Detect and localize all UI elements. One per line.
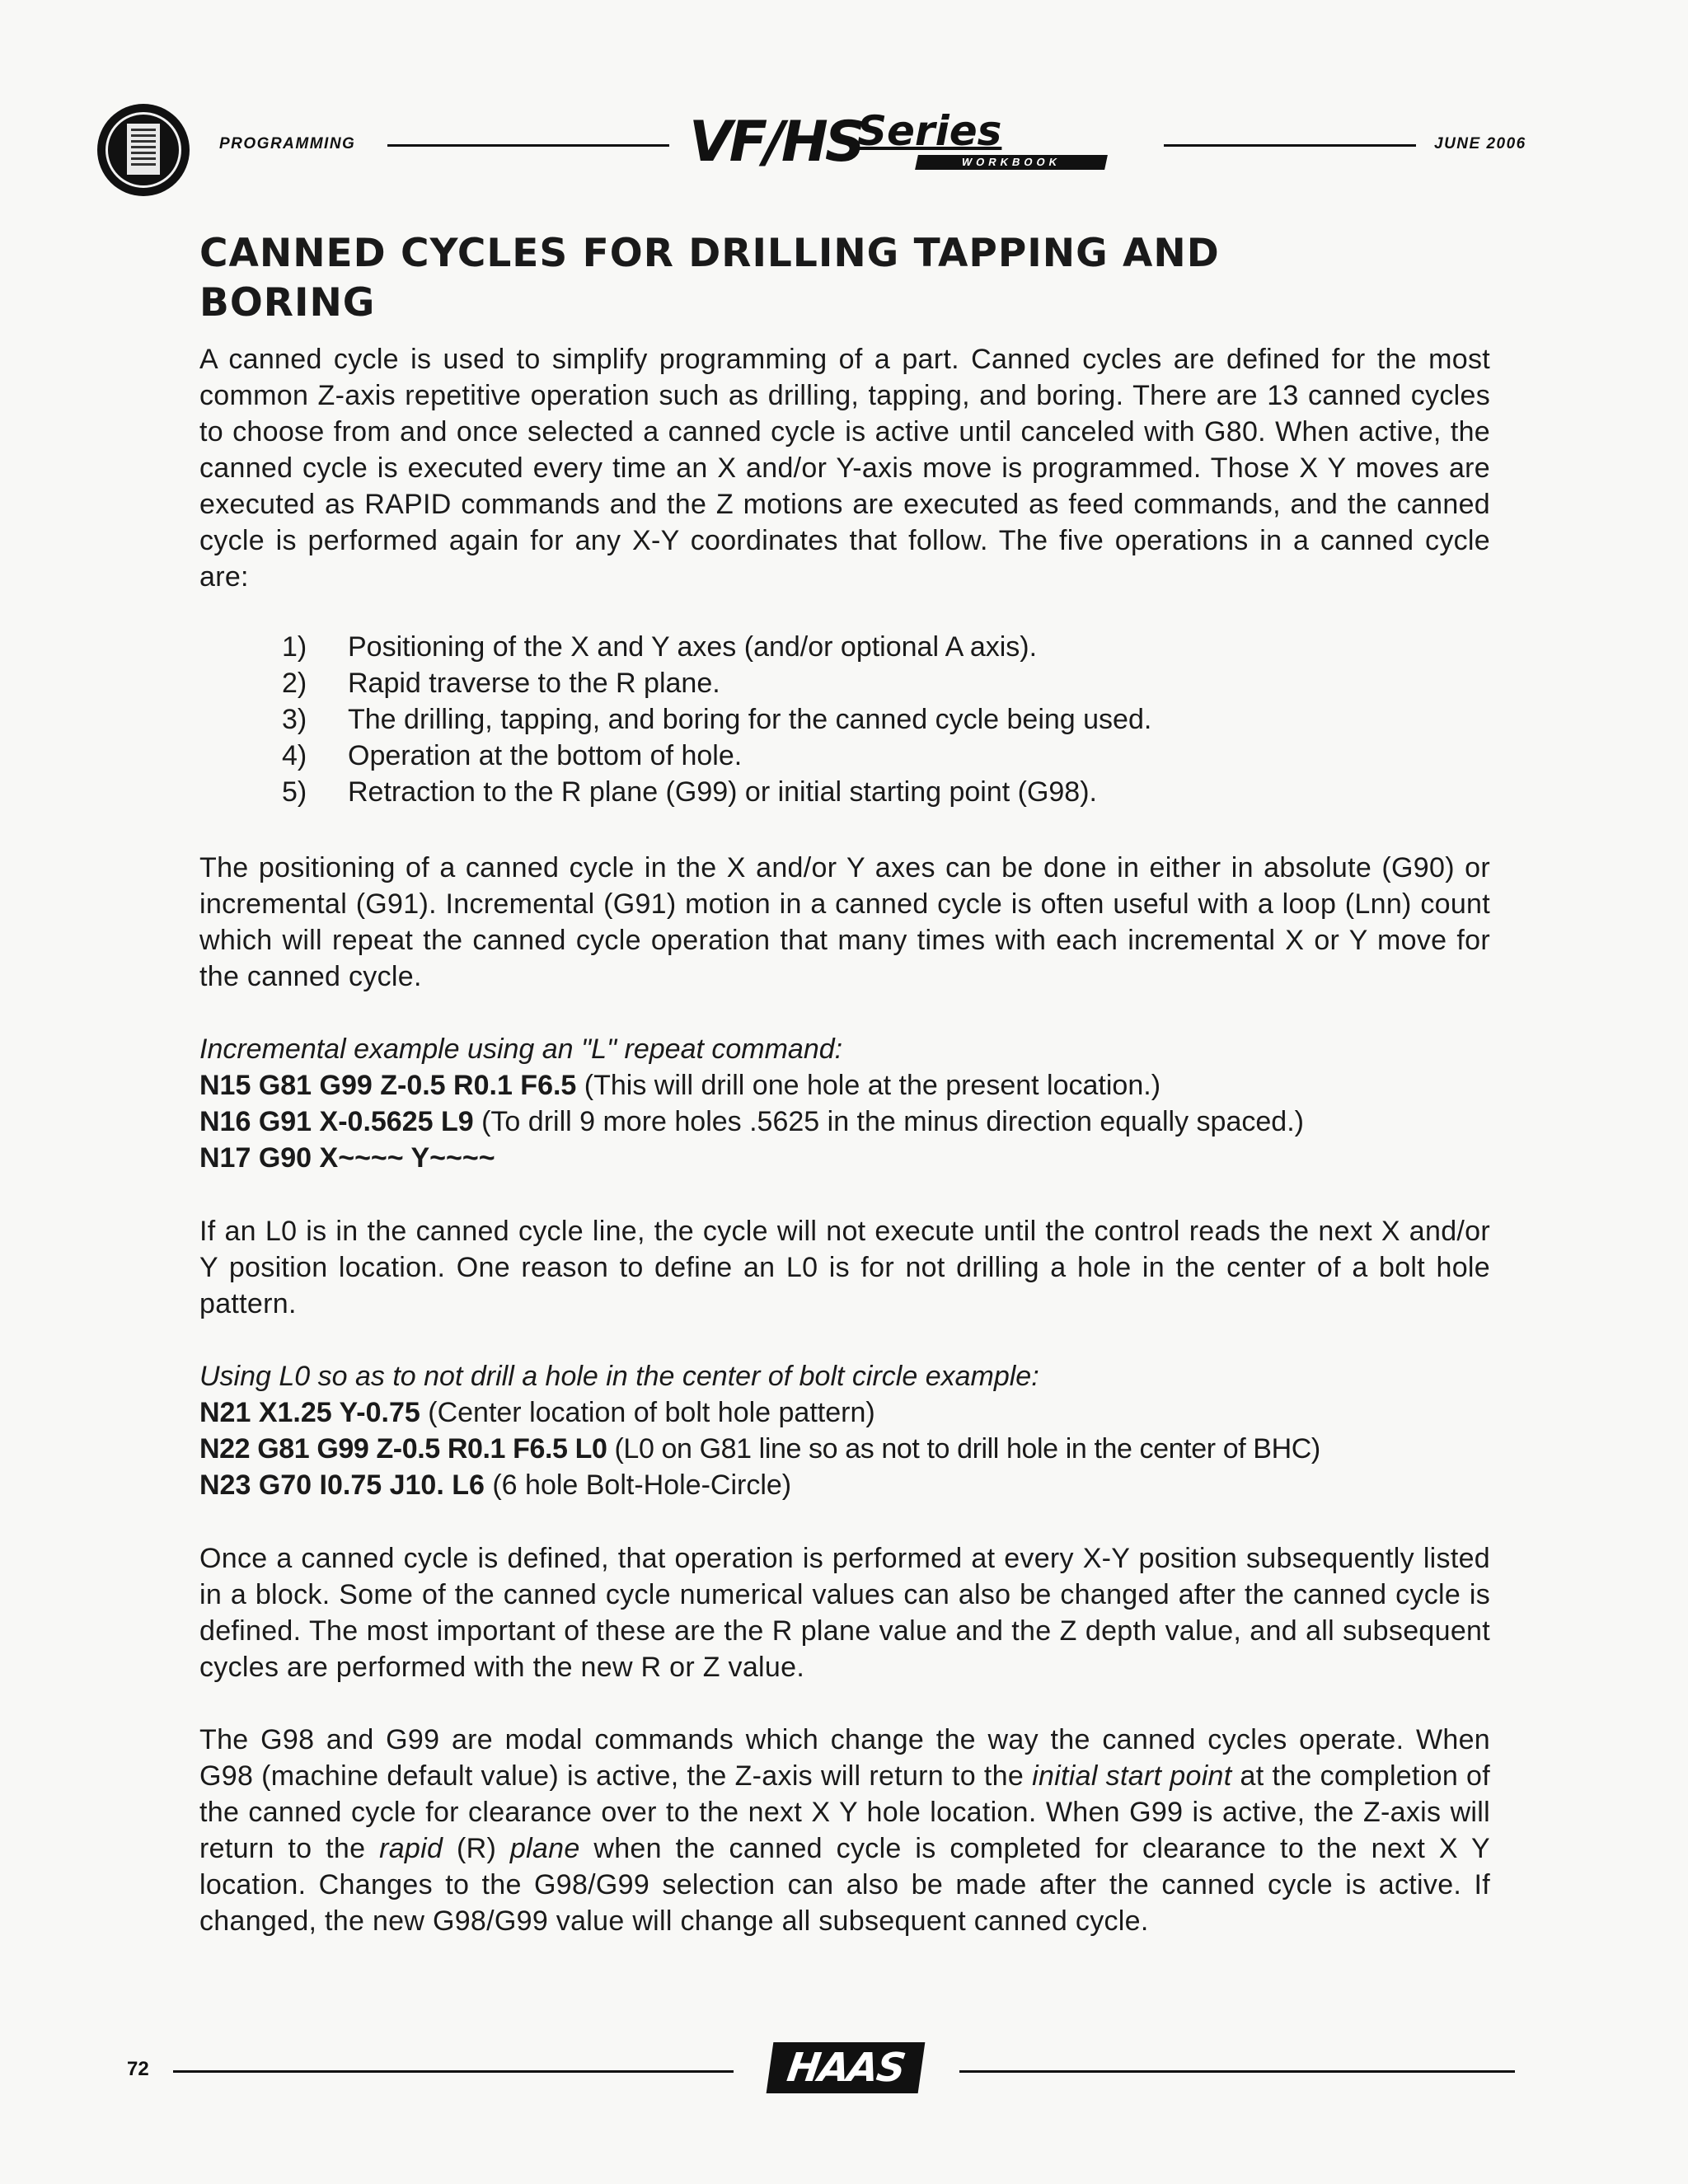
code-line: N21 X1.25 Y-0.75 (Center location of bolt hole pattern) (199, 1397, 875, 1428)
intro-paragraph: A canned cycle is used to simplify programming of a part. Canned cycles are defined for the most common Z-axis repetitive operation such as drilling, tapping, and boring. There are 13 canned cycles to choose from and once selected a canned cycle is active until canceled with G80. When active, the canned cycle is executed every time an X and/or Y-axis move is programmed. Those X Y moves are executed as RAPID commands and the Z motions are executed as feed commands, and the canned cycle is performed again for any X-Y coordinates that follow. The five operations in a canned cycle are: (199, 344, 1490, 593)
header-rule-right (1164, 144, 1416, 147)
header-rule-left (387, 144, 669, 147)
example1-heading: Incremental example using an "L" repeat command: (199, 1033, 843, 1065)
workbook-logo-sub: WORKBOOK (915, 155, 1108, 170)
footer-rule-left (173, 2070, 734, 2073)
list-item: 3) The drilling, tapping, and boring for the canned cycle being used. (282, 704, 1152, 735)
list-item: 1) Positioning of the X and Y axes (and/or optional A axis). (282, 631, 1038, 663)
page-number: 72 (127, 2058, 149, 2080)
operations-list (282, 629, 1151, 810)
positioning-paragraph: The positioning of a canned cycle in the X and/or Y axes can be done in either in absolute (G90) or incremental (G91). Incremental (G91) motion in a canned cycle is often useful with a loop (Lnn) count which will repeat the canned cycle operation that many times with each incremental X or Y move for the canned cycle. (199, 852, 1490, 992)
section-label: PROGRAMMING (219, 135, 356, 152)
workbook-logo-main: VF/HS (689, 110, 862, 175)
document-icon (97, 104, 190, 196)
code-line: N23 G70 I0.75 J10. L6 (6 hole Bolt-Hole-Circle) (199, 1469, 792, 1501)
code-line: N15 G81 G99 Z-0.5 R0.1 F6.5 (This will drill one hole at the present location.) (199, 1070, 1161, 1101)
footer-rule-right (959, 2070, 1515, 2073)
l0-paragraph: If an L0 is in the canned cycle line, the cycle will not execute until the control reads the next X and/or Y position location. One reason to define an L0 is for not drilling a hole in the center of a bolt hole pattern. (199, 1216, 1490, 1319)
once-defined-paragraph: Once a canned cycle is defined, that operation is performed at every X-Y position subsequently listed in a block. Some of the canned cycle numerical values can also be changed after the canned cycle is defined. The most important of these are the R plane value and the Z depth value, and all subsequent cycles are performed with the new R or Z value. (199, 1543, 1490, 1683)
list-item: 5) Retraction to the R plane (G99) or initial starting point (G98). (282, 776, 1097, 808)
haas-logo: HAAS (767, 2042, 926, 2093)
page-title: CANNED CYCLES FOR DRILLING TAPPING AND BORING (199, 231, 1220, 326)
list-item: 4) Operation at the bottom of hole. (282, 740, 743, 771)
code-line: N16 G91 X-0.5625 L9 (To drill 9 more holes .5625 in the minus direction equally spaced.) (199, 1106, 1304, 1137)
workbook-logo-series: Series (857, 107, 1002, 155)
g98-g99-paragraph: The G98 and G99 are modal commands which change the way the canned cycles operate. When G98 (machine default value) is active, the Z-axis will return to the initial start point at the completion of the canned cycle for clearance over to the next X Y hole location. When G99 is active, the Z-axis will return to the rapid (R) plane when the canned cycle is completed for clearance to the next X Y location. Changes to the G98/G99 selection can also be made after the canned cycle is active. If changed, the new G98/G99 value will change all subsequent canned cycle. (199, 1724, 1490, 1937)
issue-date: JUNE 2006 (1434, 135, 1526, 152)
code-line: N22 G81 G99 Z-0.5 R0.1 F6.5 L0 (L0 on G81 line so as not to drill hole in the center of BHC) (199, 1433, 1320, 1465)
example2-heading: Using L0 so as to not drill a hole in the center of bolt circle example: (199, 1361, 1039, 1392)
code-line: N17 G90 X~~~~ Y~~~~ (199, 1142, 495, 1174)
list-item: 2) Rapid traverse to the R plane. (282, 668, 720, 699)
